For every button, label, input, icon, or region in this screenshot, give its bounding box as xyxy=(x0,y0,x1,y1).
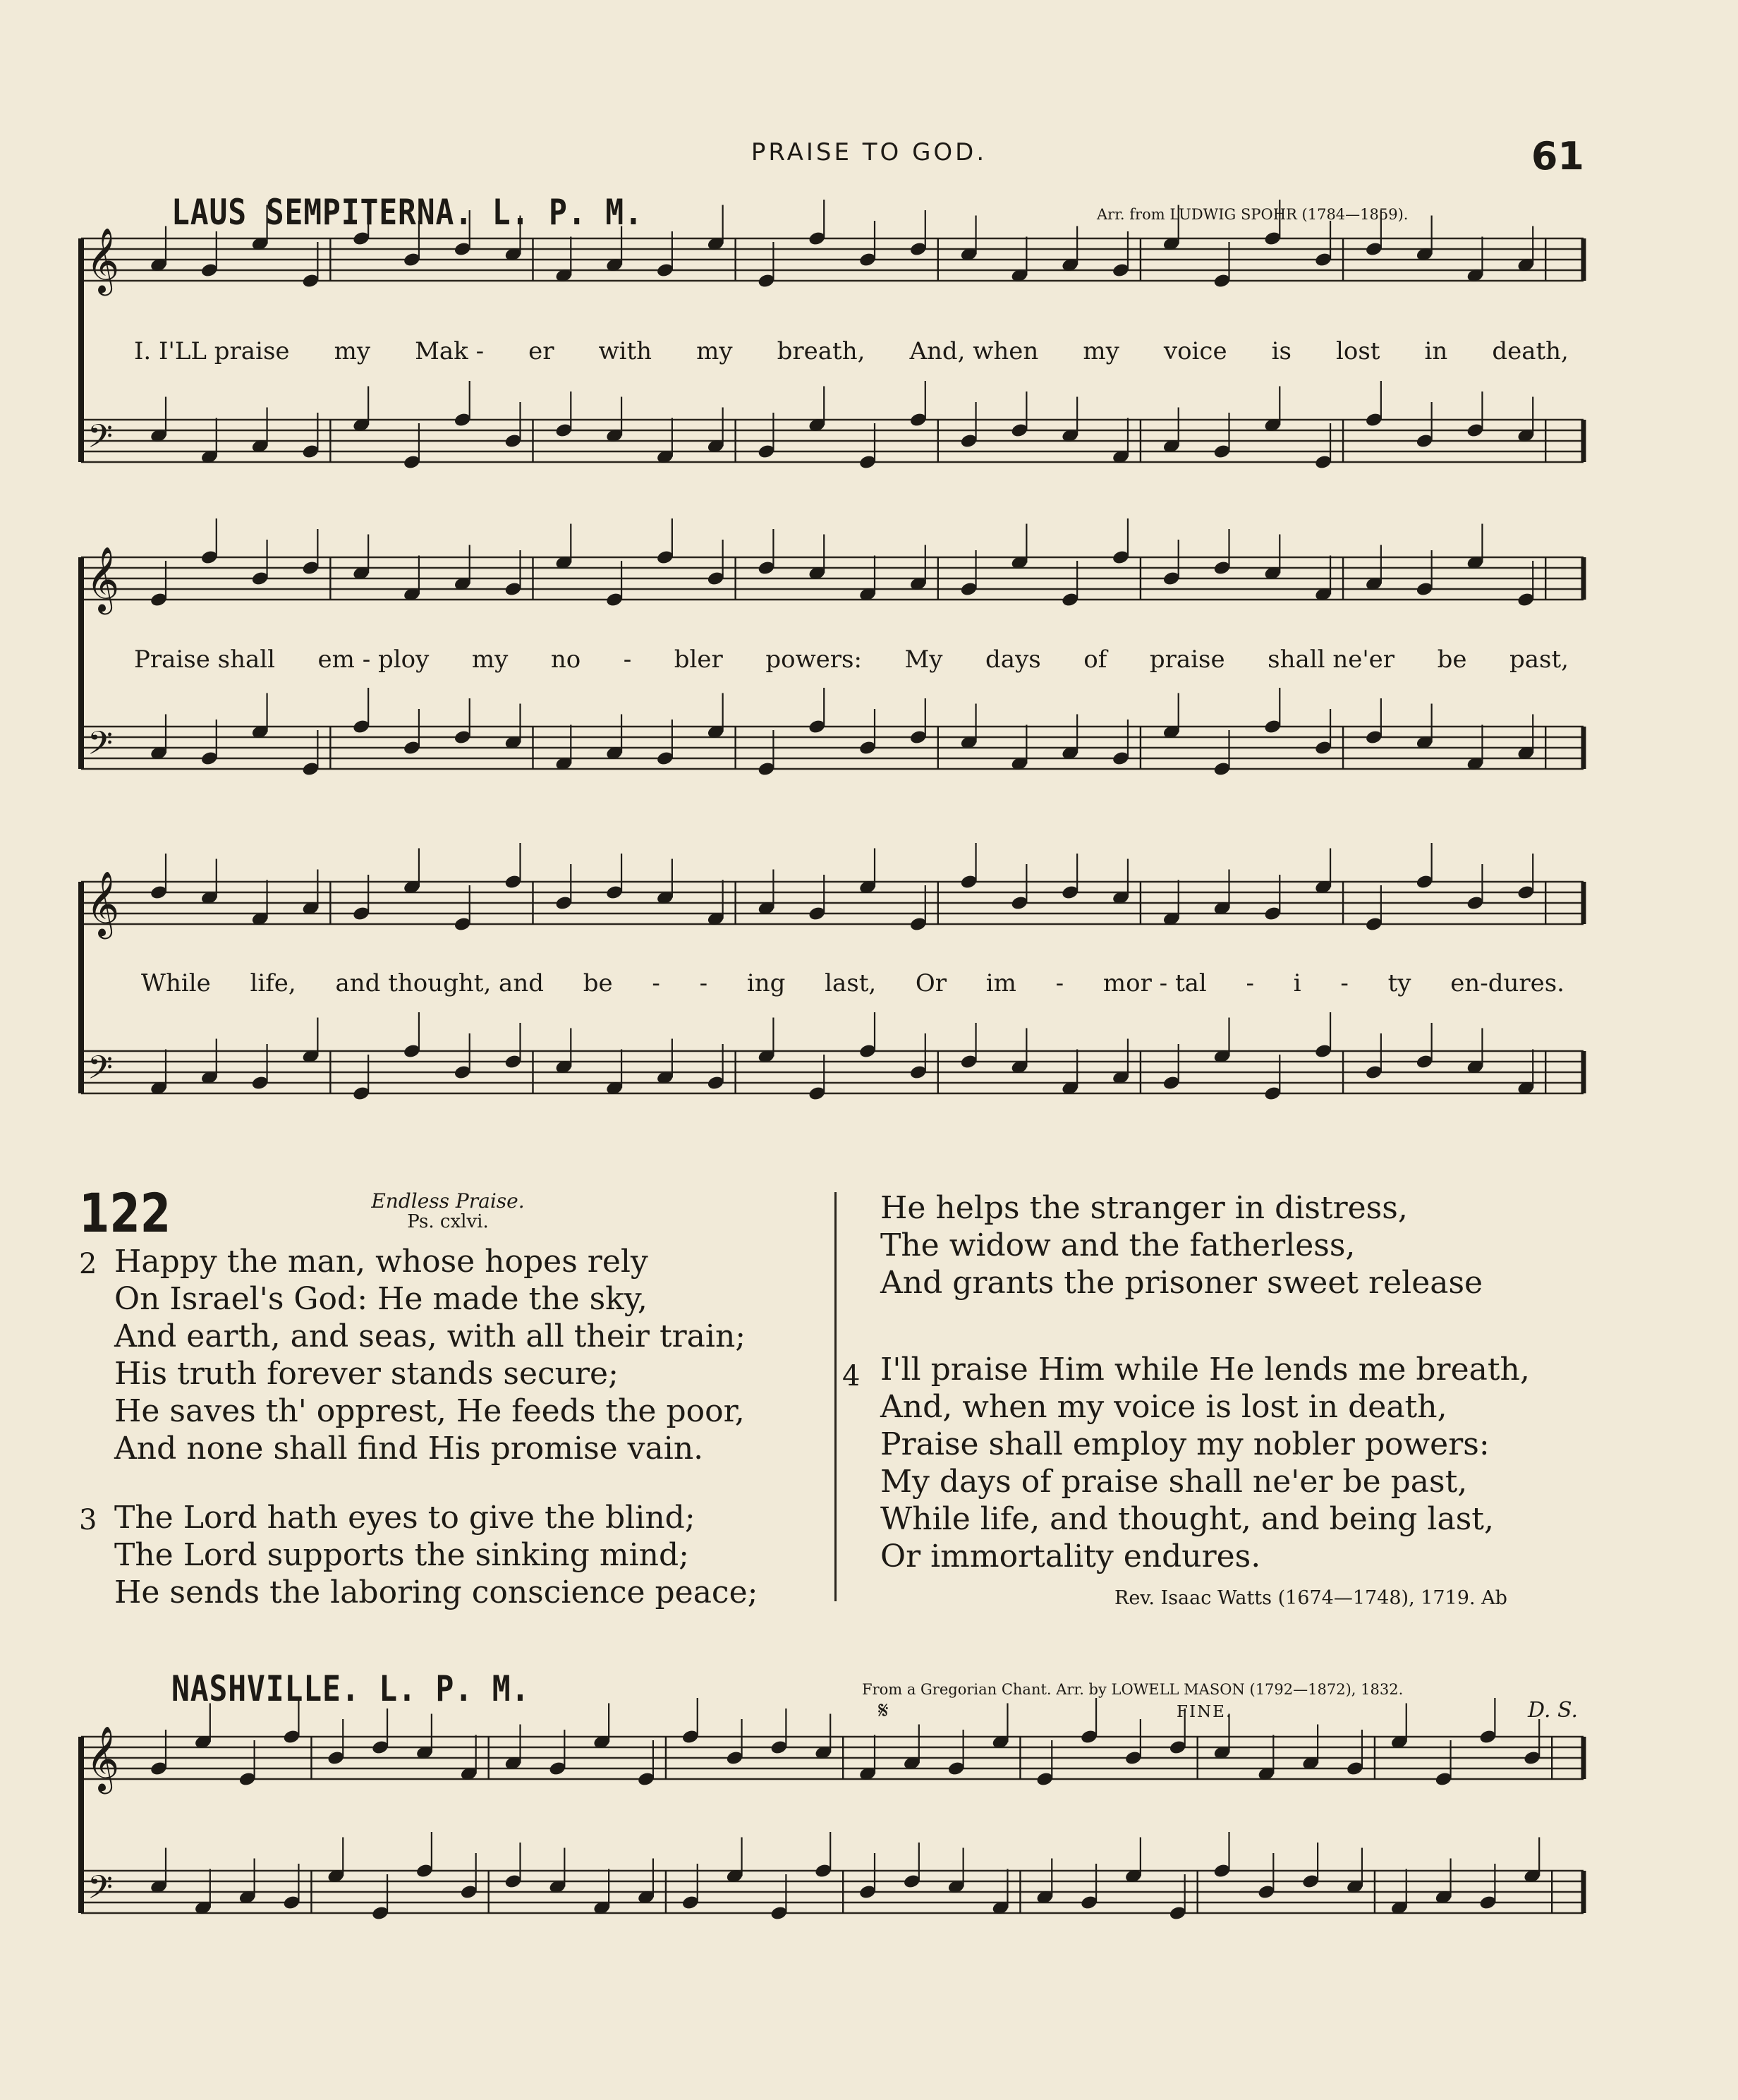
verse-line: I'll praise Him while He lends me breath, xyxy=(880,1352,1530,1388)
lyric-syllable: mor - tal xyxy=(1102,969,1207,997)
lyric-syllable: praise xyxy=(1149,645,1225,674)
lyric-syllable: er xyxy=(528,337,554,365)
lyric-syllable: be xyxy=(1437,645,1467,674)
lyric-syllable: - xyxy=(1340,969,1349,997)
verse-number: 4 xyxy=(842,1360,861,1392)
lyric-syllable: is xyxy=(1271,337,1292,365)
hymn-number: 122 xyxy=(79,1182,171,1244)
lyric-syllable: life, xyxy=(250,969,296,997)
lyric-syllable: - xyxy=(623,645,632,674)
lyric-syllable: My xyxy=(904,645,943,674)
lyric-syllable: in xyxy=(1424,337,1448,365)
clef-symbol: 𝄢 xyxy=(87,1869,114,1914)
clef-symbol: 𝄢 xyxy=(87,724,114,770)
lyric-syllable: en-dures. xyxy=(1450,969,1564,997)
lyric-syllable: ty xyxy=(1387,969,1411,997)
verse-line: While life, and thought, and being last, xyxy=(880,1501,1494,1537)
lyric-syllable: While xyxy=(141,969,211,997)
hymn-author: Rev. Isaac Watts (1674—1748), 1719. Ab xyxy=(1114,1587,1507,1609)
hymn-subtitle: Endless Praise. xyxy=(371,1189,525,1213)
lyric-syllable: my xyxy=(471,645,509,674)
lyric-syllable: i xyxy=(1293,969,1301,997)
verse-line: He sends the laboring conscience peace; xyxy=(114,1574,758,1610)
lyric-syllable: - xyxy=(1055,969,1064,997)
lyric-syllable: im xyxy=(985,969,1016,997)
lyric-syllable: Mak - xyxy=(415,337,485,365)
verse-line: And grants the prisoner sweet release xyxy=(880,1265,1483,1301)
lyric-syllable: days xyxy=(985,645,1041,674)
clef-symbol: 𝄢 xyxy=(87,418,114,463)
lyric-syllable: of xyxy=(1083,645,1107,674)
lyric-syllable: And, when xyxy=(909,337,1039,365)
lyric-syllable: voice xyxy=(1163,337,1227,365)
clef-symbol: 𝄞 xyxy=(86,1725,120,1791)
verse-line: His truth forever stands secure; xyxy=(114,1356,619,1392)
clef-symbol: 𝄞 xyxy=(86,227,120,293)
lyric-syllable: death, xyxy=(1492,337,1569,365)
page-number: 61 xyxy=(1531,134,1584,178)
verse-line: He helps the stranger in distress, xyxy=(880,1190,1408,1226)
verse-line: And, when my voice is lost in death, xyxy=(880,1389,1447,1425)
segno-sign: 𝄋 xyxy=(878,1697,889,1725)
lyric-syllable: Praise shall xyxy=(134,645,276,674)
lyric-syllable: and thought, and xyxy=(335,969,544,997)
clef-symbol: 𝄞 xyxy=(86,546,120,612)
verse-line: The widow and the fatherless, xyxy=(880,1227,1356,1263)
lyric-syllable: shall ne'er xyxy=(1268,645,1395,674)
verse-line: Or immortality endures. xyxy=(880,1538,1261,1574)
tune-credit-spohr: Arr. from LUDWIG SPOHR (1784—1859). xyxy=(1097,206,1409,223)
lyric-syllable: powers: xyxy=(765,645,862,674)
verse-line: My days of praise shall ne'er be past, xyxy=(880,1464,1468,1500)
lyric-syllable: - xyxy=(699,969,708,997)
verse-line: Praise shall employ my nobler powers: xyxy=(880,1426,1490,1462)
verse-line: And earth, and seas, with all their train; xyxy=(114,1318,746,1354)
lyric-syllable: my xyxy=(1083,337,1119,365)
tune-title-nashville: NASHVILLE. L. P. M. xyxy=(171,1668,530,1709)
clef-symbol: 𝄞 xyxy=(86,870,120,936)
lyric-syllable: ing xyxy=(746,969,786,997)
lyric-syllable: - xyxy=(1246,969,1254,997)
dal-segno-marking: D. S. xyxy=(1528,1698,1579,1723)
verse-line: The Lord supports the sinking mind; xyxy=(114,1537,690,1573)
verse-line: The Lord hath eyes to give the blind; xyxy=(114,1500,695,1536)
lyric-syllable: be xyxy=(583,969,613,997)
running-head: PRAISE TO GOD. xyxy=(750,138,988,166)
verse-line: And none shall find His promise vain. xyxy=(114,1431,704,1467)
verse-line: He saves th' opprest, He feeds the poor, xyxy=(114,1393,745,1429)
verse-number: 2 xyxy=(79,1248,97,1280)
lyric-syllable: - xyxy=(652,969,660,997)
lyric-syllable: Or xyxy=(915,969,947,997)
verse-line: On Israel's God: He made the sky, xyxy=(114,1281,648,1317)
hymn-psalm-reference: Ps. cxlvi. xyxy=(407,1211,489,1232)
lyric-syllable: no xyxy=(550,645,581,674)
lyric-syllable: lost xyxy=(1336,337,1380,365)
verse-line: Happy the man, whose hopes rely xyxy=(114,1244,648,1280)
lyric-syllable: past, xyxy=(1509,645,1569,674)
fine-marking: FINE. xyxy=(1177,1703,1233,1721)
lyric-syllable: breath, xyxy=(777,337,865,365)
lyric-syllable: my xyxy=(696,337,733,365)
clef-symbol: 𝄢 xyxy=(87,1049,114,1095)
lyric-syllable: bler xyxy=(674,645,723,674)
lyric-syllable: my xyxy=(334,337,371,365)
lyric-syllable: last, xyxy=(825,969,877,997)
verse-number: 3 xyxy=(79,1504,97,1536)
tune-title-laus-sempiterna: LAUS SEMPITERNA. L. P. M. xyxy=(171,192,643,233)
lyric-syllable: em - ploy xyxy=(317,645,430,674)
lyric-syllable: with xyxy=(598,337,652,365)
tune-credit-mason: From a Gregorian Chant. Arr. by LOWELL MASON (1792—1872), 1832. xyxy=(862,1681,1404,1698)
lyric-syllable: I. I'LL praise xyxy=(134,337,290,365)
